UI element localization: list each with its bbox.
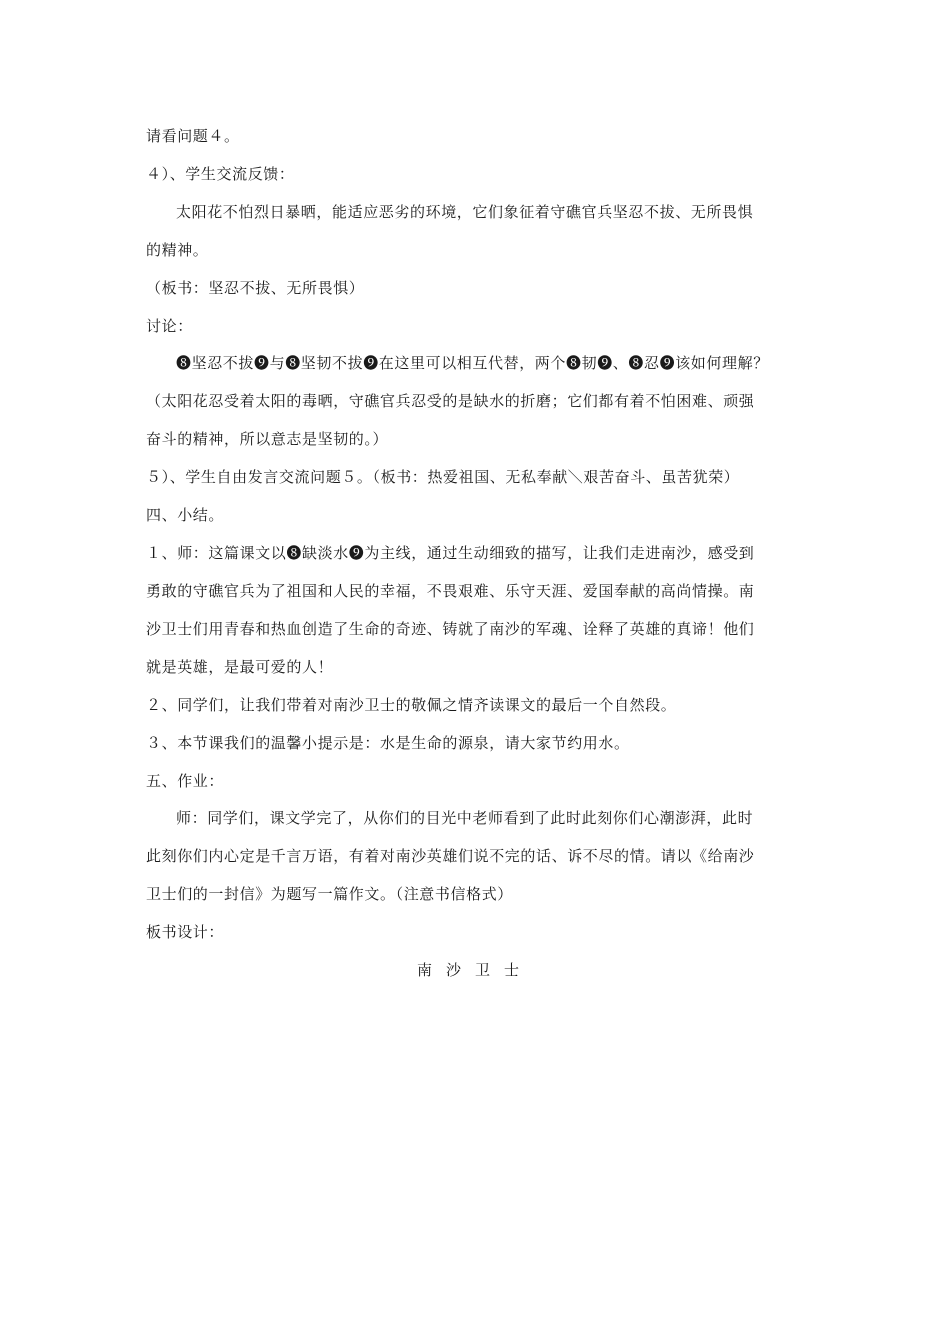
text-line-homework-cont-b: 卫士们的一封信》为题写一篇作文。（注意书信格式） — [146, 885, 513, 903]
text-line-sunflower-para: 太阳花不怕烈日暴晒，能适应恶劣的环境，它们象征着守礁官兵坚忍不拔、无所畏惧 — [176, 203, 754, 221]
text-line-summary-3: ３、本节课我们的温馨小提示是：水是生命的源泉，请大家节约用水。 — [146, 734, 630, 752]
section-heading-homework: 五、作业： — [146, 772, 225, 790]
text-line-discussion-heading: 讨论： — [146, 317, 193, 335]
text-line-homework-cont-a: 此刻你们内心定是千言万语，有着对南沙英雄们说不完的话、诉不尽的情。请以《给南沙 — [146, 847, 755, 865]
text-line-discussion-answer: （太阳花忍受着太阳的毒晒，守礁官兵忍受的是缺水的折磨；它们都有着不怕困难、顽强 — [146, 392, 755, 410]
text-line-summary-2: ２、同学们，让我们带着对南沙卫士的敬佩之情齐读课文的最后一个自然段。 — [146, 696, 677, 714]
text-line-homework: 师：同学们，课文学完了，从你们的目光中老师看到了此时此刻你们心潮澎湃，此时 — [176, 809, 754, 827]
text-line-question5: ５）、学生自由发言交流问题５。（板书：热爱祖国、无私奉献＼艰苦奋斗、虽苦犹荣） — [146, 468, 740, 486]
text-line-discussion-question: ❽坚忍不拔❾与❽坚韧不拔❾在这里可以相互代替，两个❽韧❾、❽忍❾该如何理解？ — [176, 354, 769, 372]
text-line-board-note-1: （板书：坚忍不拔、无所畏惧） — [146, 279, 365, 297]
section-heading-summary: 四、小结。 — [146, 506, 225, 524]
text-line-discussion-answer-cont: 奋斗的精神，所以意志是坚韧的。） — [146, 430, 389, 448]
text-line-summary-1-cont-c: 就是英雄，是最可爱的人！ — [146, 658, 334, 676]
text-line-feedback-heading: ４）、学生交流反馈： — [146, 165, 295, 183]
text-line-question4: 请看问题４。 — [146, 127, 240, 145]
text-line-board-design-heading: 板书设计： — [146, 923, 225, 941]
text-line-summary-1-cont-a: 勇敢的守礁官兵为了祖国和人民的幸福，不畏艰难、乐守天涯、爱国奉献的高尚情操。南 — [146, 582, 755, 600]
text-line-sunflower-para-cont: 的精神。 — [146, 241, 209, 259]
text-line-summary-1-cont-b: 沙卫士们用青春和热血创造了生命的奇迹、铸就了南沙的军魂、诠释了英雄的真谛！他们 — [146, 620, 755, 638]
text-line-summary-1: １、师：这篇课文以❽缺淡水❾为主线，通过生动细致的描写，让我们走进南沙，感受到 — [146, 544, 755, 562]
board-design-title: 南沙卫士 — [416, 961, 533, 979]
